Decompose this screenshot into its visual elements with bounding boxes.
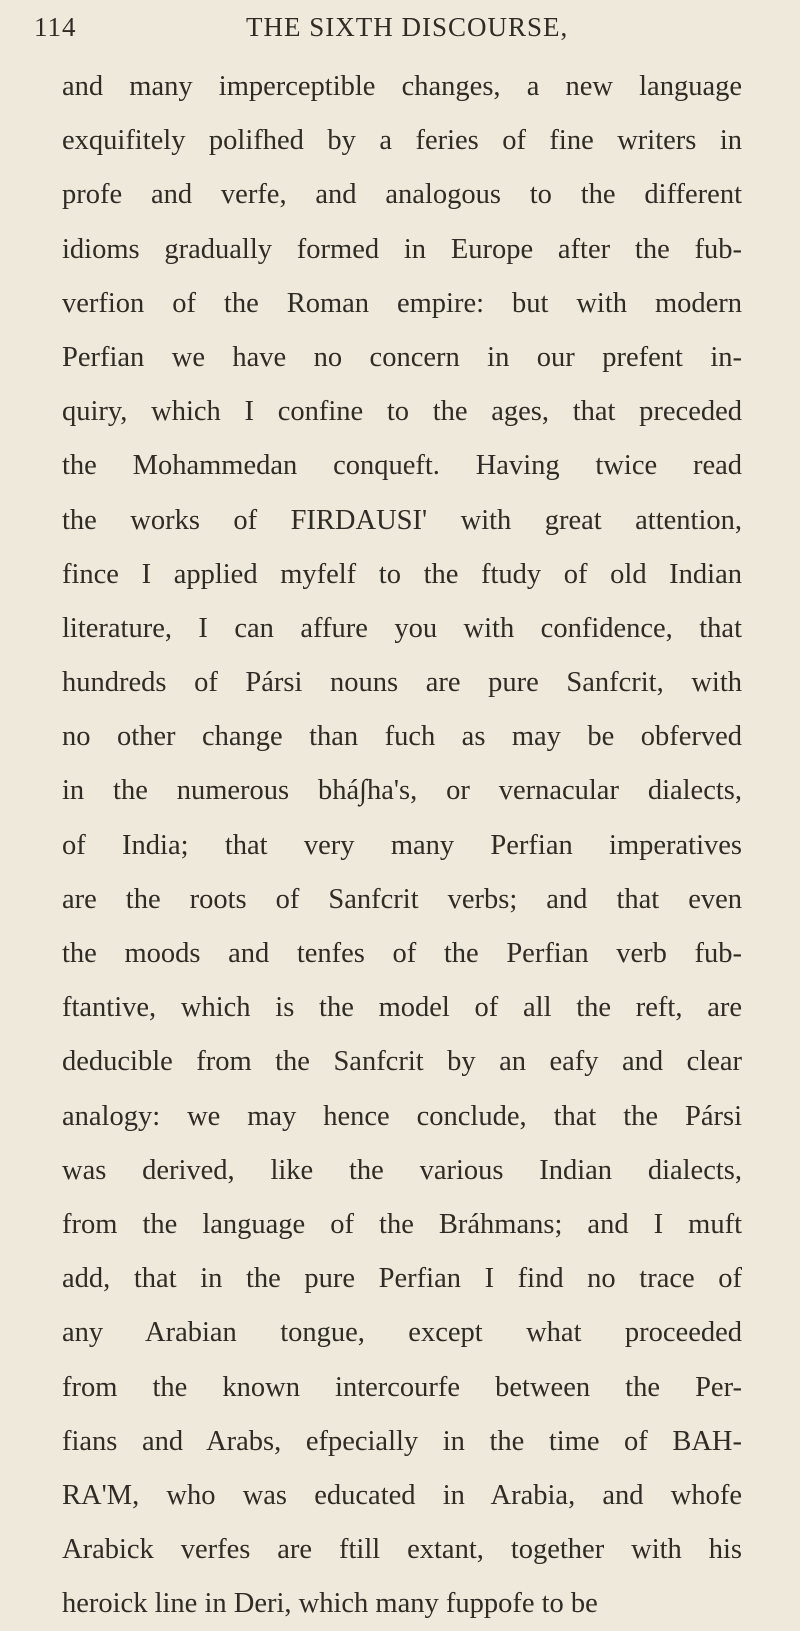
text-line: hundreds of Pársi nouns are pure Sanfcrit, with <box>62 667 742 699</box>
text-line: from the known intercourfe between the Per- <box>62 1371 742 1403</box>
text-line: are the roots of Sanfcrit verbs; and that even <box>62 883 742 915</box>
text-line: any Arabian tongue, except what proceeded <box>62 1317 742 1349</box>
text-line: verfion of the Roman empire: but with modern <box>62 287 742 319</box>
text-line: from the language of the Bráhmans; and I muft <box>62 1208 742 1240</box>
text-line: and many imperceptible changes, a new language <box>62 71 742 102</box>
text-line: heroick line in Deri, which many fuppofe to be <box>62 1588 598 1620</box>
text-line: Arabick verfes are ftill extant, together with his <box>62 1534 742 1566</box>
page-number: 114 <box>34 12 77 42</box>
text-line: fince I applied myfelf to the ftudy of old Indian <box>62 558 742 590</box>
text-line: analogy: we may hence conclude, that the Pársi <box>62 1100 742 1132</box>
text-line: fians and Arabs, efpecially in the time of BAH- <box>62 1425 742 1457</box>
text-line: Perfian we have no concern in our prefent in- <box>62 341 742 373</box>
text-line: the Mohammedan conqueft. Having twice read <box>62 450 742 482</box>
text-line: exquifitely polifhed by a feries of fine writers in <box>62 125 742 157</box>
text-line: ftantive, which is the model of all the reft, are <box>62 992 742 1024</box>
body-text <box>62 60 742 1631</box>
text-line: profe and verfe, and analogous to the different <box>62 179 742 211</box>
text-line: the works of FIRDAUSI' with great attention, <box>62 504 742 536</box>
text-line: quiry, which I confine to the ages, that preceded <box>62 396 742 428</box>
text-line: literature, I can affure you with confidence, that <box>62 612 742 644</box>
text-line: was derived, like the various Indian dialects, <box>62 1154 742 1186</box>
text-line: deducible from the Sanfcrit by an eafy and clear <box>62 1046 742 1078</box>
text-line: the moods and tenfes of the Perfian verb fub- <box>62 938 742 969</box>
text-line: add, that in the pure Perfian I find no trace of <box>62 1263 742 1295</box>
text-line: in the numerous bhá∫ha's, or vernacular dialects, <box>62 775 742 807</box>
text-line: RA'M, who was educated in Arabia, and whofe <box>62 1479 742 1511</box>
text-line: no other change than fuch as may be obferved <box>62 721 742 753</box>
text-line: idioms gradually formed in Europe after the fub- <box>62 233 742 265</box>
running-head: THE SIXTH DISCOURSE, <box>246 12 569 42</box>
text-line: of India; that very many Perfian imperatives <box>62 829 742 861</box>
page-header <box>34 6 760 50</box>
